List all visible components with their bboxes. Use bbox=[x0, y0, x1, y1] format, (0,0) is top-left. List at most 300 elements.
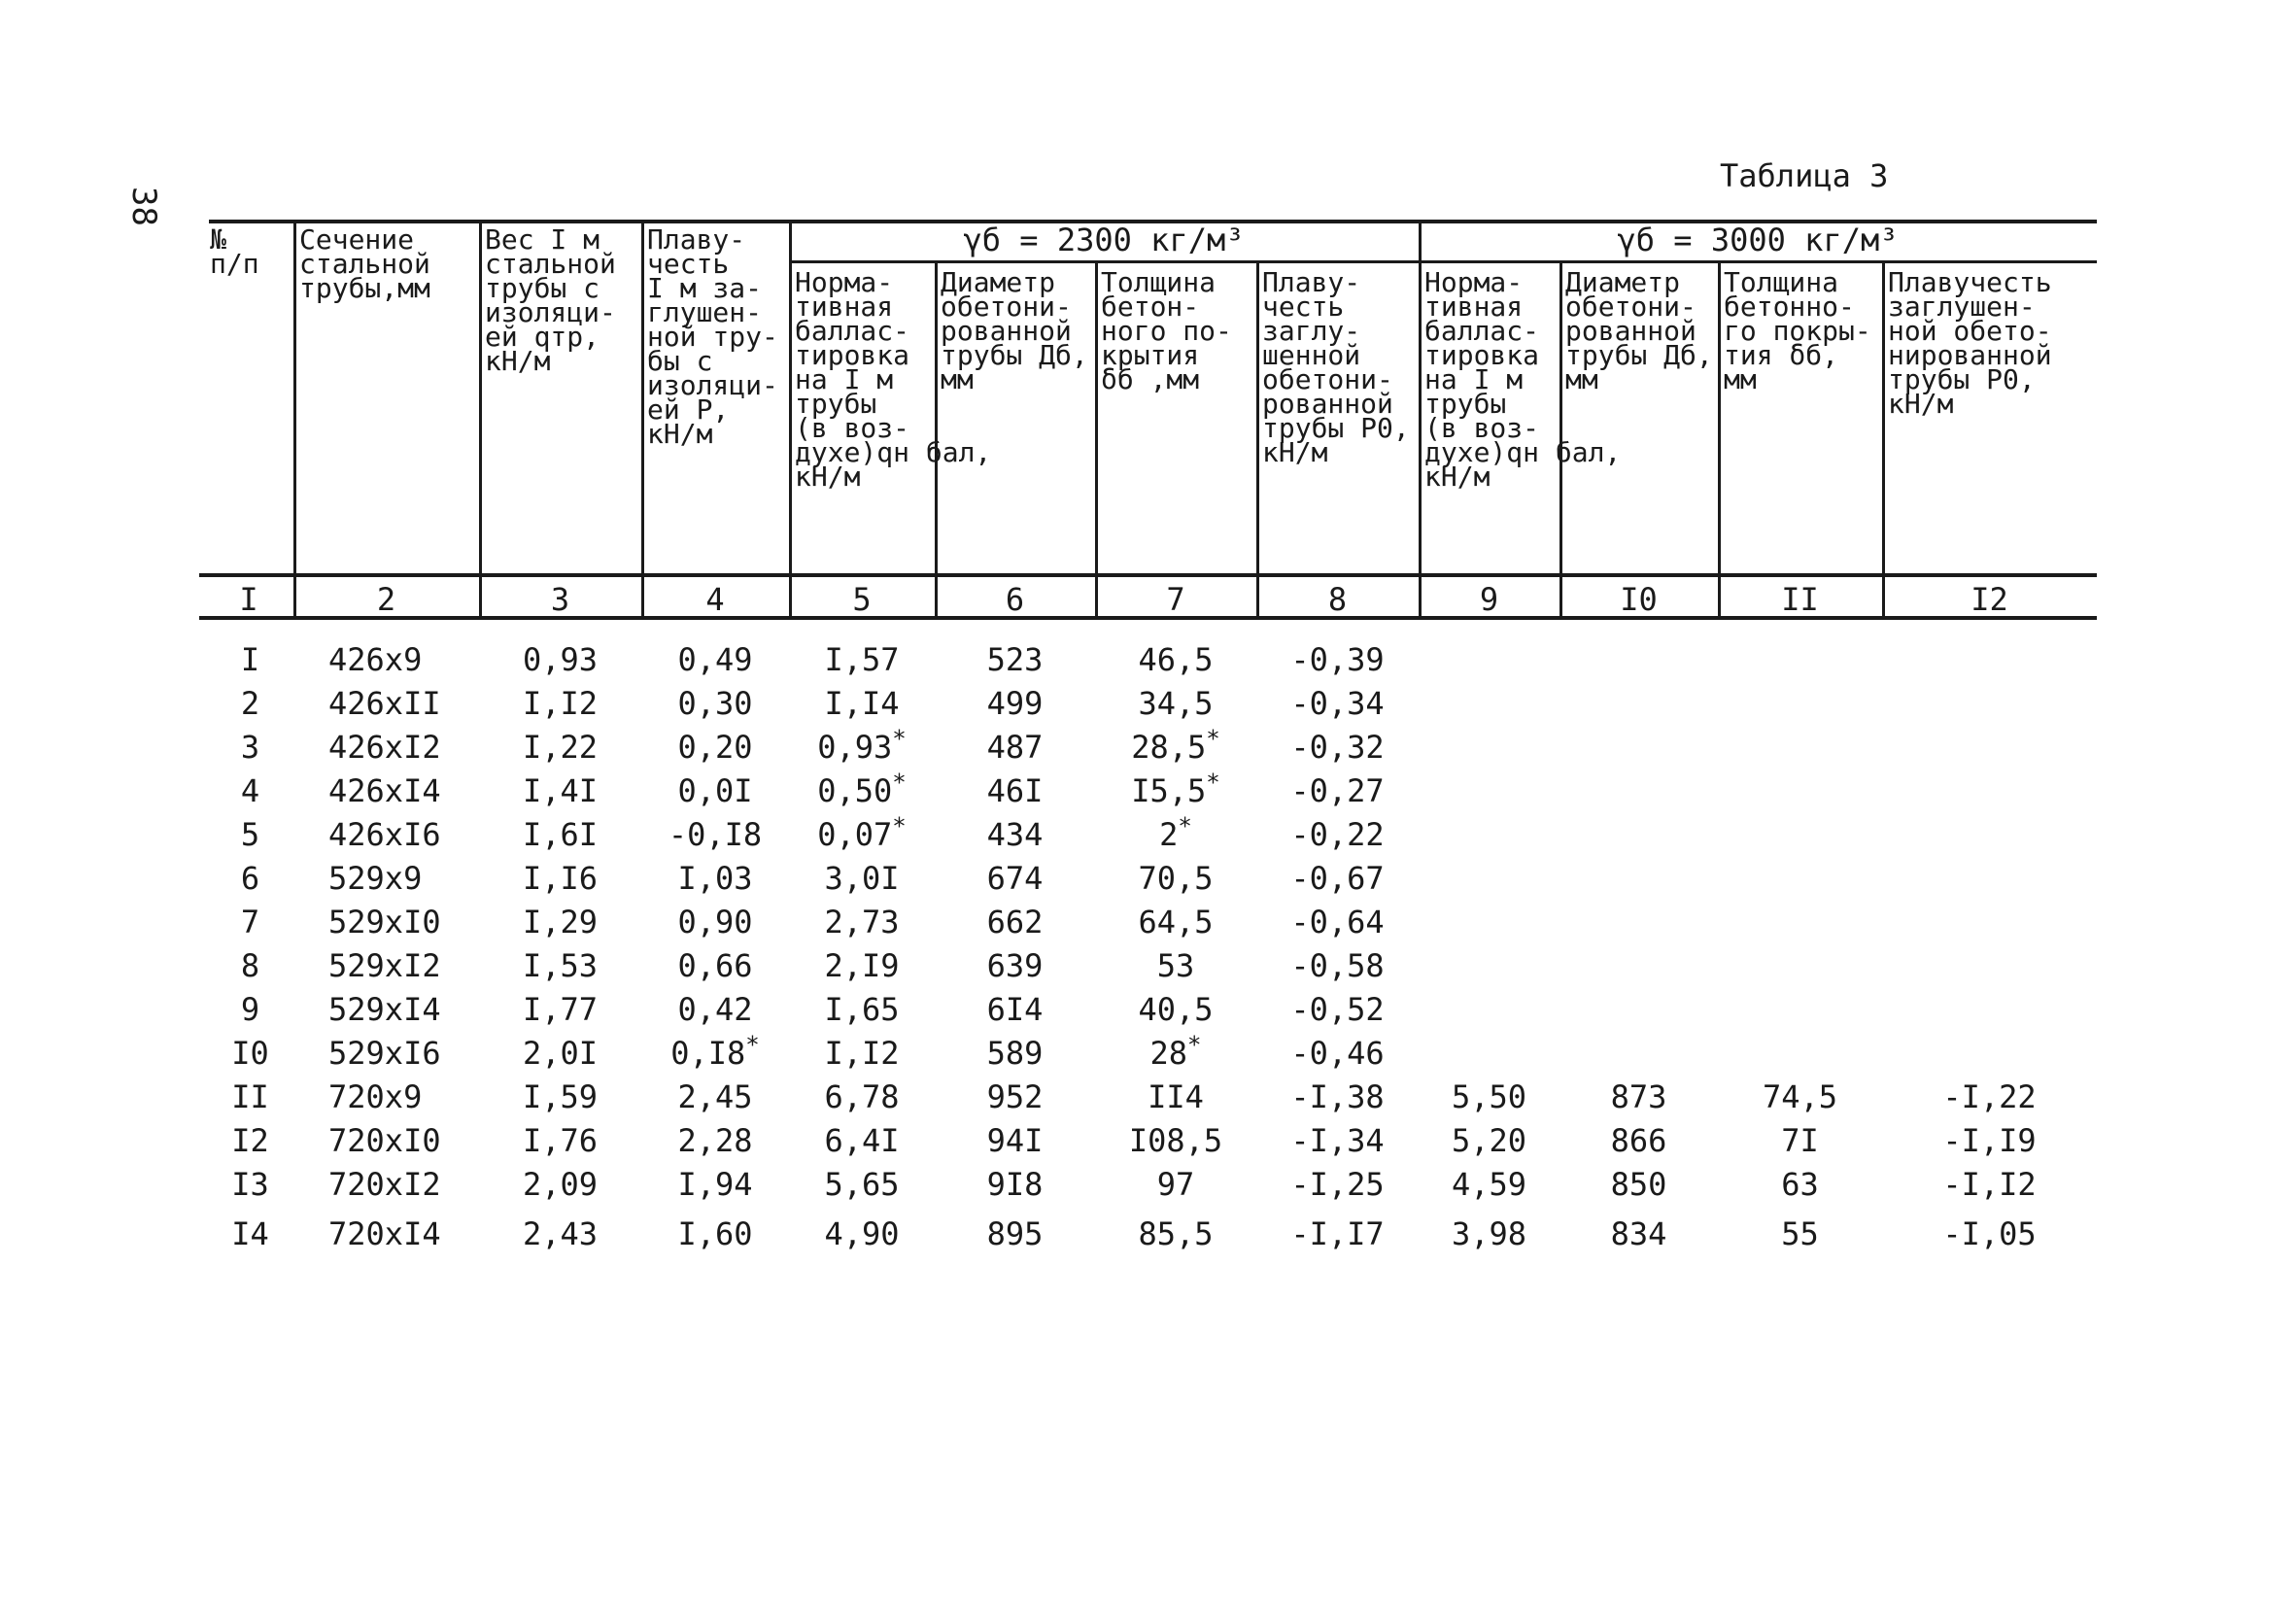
pipe-section-value: 529xI2 bbox=[328, 947, 441, 984]
coating-thickness-2300-value: 70,5 bbox=[1138, 860, 1214, 897]
ballast-load-2300-cell bbox=[789, 991, 935, 1028]
ballast-load-3000-cell bbox=[1419, 1215, 1559, 1252]
coated-buoyancy-2300-cell bbox=[1256, 991, 1419, 1028]
ballast-load-2300-value: 2,I9 bbox=[824, 947, 900, 984]
coated-buoyancy-2300-value: -0,39 bbox=[1290, 641, 1385, 678]
ballast-load-3000-cell bbox=[1419, 1166, 1559, 1203]
row-number-value: 6 bbox=[240, 860, 260, 897]
pipe-buoyancy-cell bbox=[641, 1166, 789, 1203]
pipe-weight-value: I,77 bbox=[522, 991, 599, 1028]
column-header-5: Норма- тивная баллас- тировка на I м трубы (в воз- духе)qн бал, кН/м bbox=[795, 266, 992, 493]
row-number-cell bbox=[204, 816, 296, 853]
coated-buoyancy-2300-value: -0,52 bbox=[1290, 991, 1385, 1028]
concrete-diameter-3000-value: 873 bbox=[1610, 1078, 1667, 1115]
coated-buoyancy-2300-value: -0,58 bbox=[1290, 947, 1385, 984]
column-header-4: Плаву- честь I м за- глушен- ной тру- бы с изоляци- ей Р, кН/м bbox=[647, 223, 778, 450]
row-number-cell bbox=[204, 904, 296, 940]
column-header-11: Толщина бетонно- го покры- тия δб, мм bbox=[1724, 266, 1871, 395]
pipe-buoyancy-cell bbox=[641, 860, 789, 897]
concrete-diameter-3000-cell bbox=[1559, 1078, 1718, 1115]
pipe-buoyancy-cell bbox=[641, 1215, 789, 1252]
concrete-diameter-2300-value: 639 bbox=[986, 947, 1044, 984]
pipe-section-value: 426xII bbox=[328, 685, 441, 722]
coating-thickness-2300-cell bbox=[1095, 1215, 1256, 1252]
footnote-asterisk: * bbox=[1206, 725, 1220, 753]
coating-thickness-3000-value: 7I bbox=[1781, 1122, 1819, 1159]
coated-buoyancy-2300-cell bbox=[1256, 641, 1419, 678]
coated-buoyancy-2300-value: -0,22 bbox=[1290, 816, 1385, 853]
column-header-7: Толщина бетон- ного по- крытия δб ,мм bbox=[1101, 266, 1232, 395]
pipe-section-value: 529xI4 bbox=[328, 991, 441, 1028]
column-number-1: I bbox=[239, 581, 258, 618]
coating-thickness-3000-value: 55 bbox=[1781, 1215, 1819, 1252]
coated-buoyancy-2300-value: -I,34 bbox=[1290, 1122, 1385, 1159]
coated-buoyancy-3000-value: -I,I2 bbox=[1942, 1166, 2037, 1203]
coating-thickness-2300-value: 85,5 bbox=[1138, 1215, 1214, 1252]
pipe-weight-value: 2,43 bbox=[522, 1215, 599, 1252]
pipe-weight-value: I,4I bbox=[522, 772, 599, 809]
coating-thickness-2300-cell bbox=[1095, 725, 1256, 766]
column-header-9: Норма- тивная баллас- тировка на I м трубы (в воз- духе)qн бал, кН/м bbox=[1424, 266, 1622, 493]
coating-thickness-2300-value: 34,5 bbox=[1138, 685, 1214, 722]
column-header-10: Диаметр обетони- рованной трубы Дб, мм bbox=[1565, 266, 1713, 395]
coated-buoyancy-2300-cell bbox=[1256, 1035, 1419, 1072]
column-header-6: Диаметр обетони- рованной трубы Дб, мм bbox=[941, 266, 1088, 395]
pipe-buoyancy-cell bbox=[641, 641, 789, 678]
pipe-weight-value: 2,0I bbox=[522, 1035, 599, 1072]
row-number-value: 9 bbox=[240, 991, 260, 1028]
pipe-weight-value: 0,93 bbox=[522, 641, 599, 678]
ballast-load-3000-value: 5,20 bbox=[1451, 1122, 1527, 1159]
pipe-weight-cell bbox=[479, 729, 641, 766]
pipe-weight-value: I,I2 bbox=[522, 685, 599, 722]
coating-thickness-2300-value: 28 bbox=[1149, 1035, 1188, 1072]
concrete-diameter-2300-value: 674 bbox=[986, 860, 1044, 897]
coated-buoyancy-2300-cell bbox=[1256, 1122, 1419, 1159]
pipe-weight-cell bbox=[479, 904, 641, 940]
coated-buoyancy-2300-cell bbox=[1256, 1166, 1419, 1203]
pipe-buoyancy-value: 0,49 bbox=[677, 641, 753, 678]
coated-buoyancy-3000-cell bbox=[1882, 1078, 2097, 1115]
coating-thickness-2300-cell bbox=[1095, 641, 1256, 678]
ballast-load-2300-value: 0,93 bbox=[817, 729, 893, 766]
coating-thickness-2300-value: 97 bbox=[1156, 1166, 1195, 1203]
ballast-load-2300-value: 0,50 bbox=[817, 772, 893, 809]
coating-thickness-3000-cell bbox=[1718, 1215, 1882, 1252]
group-header-density-3000: γб = 3000 кг/м³ bbox=[1617, 222, 1899, 258]
pipe-buoyancy-value: -0,I8 bbox=[668, 816, 763, 853]
column-number-2: 2 bbox=[376, 581, 396, 618]
ballast-load-2300-cell bbox=[789, 860, 935, 897]
ballast-load-2300-value: 2,73 bbox=[824, 904, 900, 940]
coated-buoyancy-2300-value: -0,46 bbox=[1290, 1035, 1385, 1072]
ballast-load-2300-cell bbox=[789, 1035, 935, 1072]
column-number-11: II bbox=[1781, 581, 1819, 618]
coating-thickness-2300-cell bbox=[1095, 769, 1256, 809]
pipe-buoyancy-value: 0,90 bbox=[677, 904, 753, 940]
ballast-load-2300-value: I,I4 bbox=[824, 685, 900, 722]
pipe-weight-cell bbox=[479, 1215, 641, 1252]
concrete-diameter-2300-cell bbox=[935, 816, 1095, 853]
concrete-diameter-2300-cell bbox=[935, 904, 1095, 940]
column-header-12: Плавучесть заглушен- ной обето- нированной трубы Р0, кН/м bbox=[1888, 266, 2052, 420]
pipe-buoyancy-value: I,94 bbox=[677, 1166, 753, 1203]
footnote-asterisk: * bbox=[892, 725, 907, 753]
pipe-section-cell bbox=[328, 772, 474, 809]
pipe-section-value: 720xI2 bbox=[328, 1166, 441, 1203]
coated-buoyancy-2300-cell bbox=[1256, 1215, 1419, 1252]
pipe-section-cell bbox=[328, 860, 474, 897]
pipe-weight-value: I,53 bbox=[522, 947, 599, 984]
row-number-cell bbox=[204, 1215, 296, 1252]
ballast-load-2300-cell bbox=[789, 904, 935, 940]
column-number-12: I2 bbox=[1970, 581, 2008, 618]
coating-thickness-3000-cell bbox=[1718, 1166, 1882, 1203]
ballast-load-2300-value: I,65 bbox=[824, 991, 900, 1028]
pipe-section-cell bbox=[328, 1122, 474, 1159]
ballast-load-2300-value: I,57 bbox=[824, 641, 900, 678]
row-number-cell bbox=[204, 991, 296, 1028]
concrete-diameter-3000-cell bbox=[1559, 1166, 1718, 1203]
column-header-2: Сечение стальной трубы,мм bbox=[299, 223, 430, 304]
pipe-section-value: 426xI6 bbox=[328, 816, 441, 853]
ballast-load-2300-value: 0,07 bbox=[817, 816, 893, 853]
pipe-buoyancy-cell bbox=[641, 816, 789, 853]
row-number-cell bbox=[204, 947, 296, 984]
pipe-section-value: 720x9 bbox=[328, 1078, 423, 1115]
ballast-load-2300-value: 3,0I bbox=[824, 860, 900, 897]
pipe-weight-cell bbox=[479, 772, 641, 809]
coating-thickness-2300-value: 53 bbox=[1156, 947, 1195, 984]
column-divider bbox=[1095, 260, 1098, 616]
concrete-diameter-2300-cell bbox=[935, 641, 1095, 678]
coating-thickness-2300-value: 40,5 bbox=[1138, 991, 1214, 1028]
pipe-buoyancy-value: 2,28 bbox=[677, 1122, 753, 1159]
coated-buoyancy-2300-cell bbox=[1256, 947, 1419, 984]
ballast-load-2300-cell bbox=[789, 1122, 935, 1159]
concrete-diameter-3000-cell bbox=[1559, 1122, 1718, 1159]
pipe-section-cell bbox=[328, 816, 474, 853]
coated-buoyancy-3000-cell bbox=[1882, 1166, 2097, 1203]
concrete-diameter-3000-cell bbox=[1559, 1215, 1718, 1252]
coating-thickness-3000-cell bbox=[1718, 1122, 1882, 1159]
row-number-value: I2 bbox=[231, 1122, 269, 1159]
pipe-section-value: 529xI0 bbox=[328, 904, 441, 940]
pipe-buoyancy-value: 0,I8 bbox=[670, 1035, 746, 1072]
pipe-weight-cell bbox=[479, 991, 641, 1028]
pipe-buoyancy-value: 0,42 bbox=[677, 991, 753, 1028]
concrete-diameter-3000-value: 834 bbox=[1610, 1215, 1667, 1252]
ballast-load-3000-cell bbox=[1419, 1078, 1559, 1115]
concrete-diameter-2300-value: 46I bbox=[986, 772, 1044, 809]
pipe-weight-cell bbox=[479, 860, 641, 897]
coated-buoyancy-2300-cell bbox=[1256, 772, 1419, 809]
column-number-5: 5 bbox=[852, 581, 872, 618]
row-number-value: 4 bbox=[240, 772, 260, 809]
coating-thickness-2300-cell bbox=[1095, 860, 1256, 897]
concrete-diameter-2300-cell bbox=[935, 947, 1095, 984]
row-number-value: 3 bbox=[240, 729, 260, 766]
ballast-load-2300-cell bbox=[789, 1215, 935, 1252]
pipe-buoyancy-cell bbox=[641, 772, 789, 809]
concrete-diameter-2300-cell bbox=[935, 685, 1095, 722]
pipe-section-cell bbox=[328, 947, 474, 984]
ballast-load-2300-value: 4,90 bbox=[824, 1215, 900, 1252]
coated-buoyancy-2300-value: -0,27 bbox=[1290, 772, 1385, 809]
pipe-weight-value: I,76 bbox=[522, 1122, 599, 1159]
ballast-load-2300-cell bbox=[789, 725, 935, 766]
pipe-section-value: 529xI6 bbox=[328, 1035, 441, 1072]
group-header-density-2300: γб = 2300 кг/м³ bbox=[963, 222, 1245, 258]
column-number-7: 7 bbox=[1166, 581, 1185, 618]
row-number-value: I bbox=[240, 641, 260, 678]
concrete-diameter-2300-value: 9I8 bbox=[986, 1166, 1044, 1203]
coated-buoyancy-3000-value: -I,I9 bbox=[1942, 1122, 2037, 1159]
ballast-load-2300-cell bbox=[789, 1078, 935, 1115]
coated-buoyancy-3000-cell bbox=[1882, 1215, 2097, 1252]
row-number-cell bbox=[204, 1166, 296, 1203]
row-number-value: II bbox=[231, 1078, 269, 1115]
pipe-weight-cell bbox=[479, 1122, 641, 1159]
pipe-weight-value: I,6I bbox=[522, 816, 599, 853]
pipe-weight-value: 2,09 bbox=[522, 1166, 599, 1203]
column-number-9: 9 bbox=[1479, 581, 1499, 618]
coating-thickness-2300-value: 64,5 bbox=[1138, 904, 1214, 940]
concrete-diameter-2300-cell bbox=[935, 1078, 1095, 1115]
ballast-load-3000-cell bbox=[1419, 1122, 1559, 1159]
concrete-diameter-3000-value: 850 bbox=[1610, 1166, 1667, 1203]
row-number-cell bbox=[204, 1078, 296, 1115]
coated-buoyancy-2300-value: -0,67 bbox=[1290, 860, 1385, 897]
pipe-section-value: 529x9 bbox=[328, 860, 423, 897]
footnote-asterisk: * bbox=[1187, 1031, 1202, 1059]
coating-thickness-2300-cell bbox=[1095, 904, 1256, 940]
pipe-buoyancy-cell bbox=[641, 904, 789, 940]
coated-buoyancy-3000-value: -I,05 bbox=[1942, 1215, 2037, 1252]
coating-thickness-2300-cell bbox=[1095, 1031, 1256, 1072]
coating-thickness-2300-value: I08,5 bbox=[1128, 1122, 1223, 1159]
pipe-section-cell bbox=[328, 641, 474, 678]
column-divider bbox=[789, 220, 792, 616]
concrete-diameter-2300-value: 523 bbox=[986, 641, 1044, 678]
pipe-weight-cell bbox=[479, 641, 641, 678]
concrete-diameter-2300-value: 434 bbox=[986, 816, 1044, 853]
row-number-value: I0 bbox=[231, 1035, 269, 1072]
page-number: 38 bbox=[124, 187, 163, 226]
column-divider bbox=[1718, 260, 1721, 616]
pipe-section-cell bbox=[328, 729, 474, 766]
concrete-diameter-2300-cell bbox=[935, 729, 1095, 766]
row-number-value: I3 bbox=[231, 1166, 269, 1203]
concrete-diameter-3000-value: 866 bbox=[1610, 1122, 1667, 1159]
coating-thickness-2300-cell bbox=[1095, 947, 1256, 984]
ballast-load-2300-value: 5,65 bbox=[824, 1166, 900, 1203]
concrete-diameter-2300-cell bbox=[935, 772, 1095, 809]
column-divider bbox=[1256, 260, 1259, 616]
pipe-section-cell bbox=[328, 1078, 474, 1115]
concrete-diameter-2300-value: 895 bbox=[986, 1215, 1044, 1252]
pipe-section-cell bbox=[328, 991, 474, 1028]
row-number-cell bbox=[204, 1122, 296, 1159]
coating-thickness-2300-cell bbox=[1095, 1166, 1256, 1203]
ballast-load-2300-cell bbox=[789, 769, 935, 809]
coated-buoyancy-2300-cell bbox=[1256, 860, 1419, 897]
pipe-buoyancy-value: 0,66 bbox=[677, 947, 753, 984]
footnote-asterisk: * bbox=[745, 1031, 760, 1059]
row-number-cell bbox=[204, 860, 296, 897]
column-number-8: 8 bbox=[1327, 581, 1348, 618]
ballast-load-2300-cell bbox=[789, 685, 935, 722]
pipe-weight-cell bbox=[479, 816, 641, 853]
pipe-section-value: 720xI4 bbox=[328, 1215, 441, 1252]
concrete-diameter-2300-value: 487 bbox=[986, 729, 1044, 766]
pipe-weight-cell bbox=[479, 1166, 641, 1203]
row-number-cell bbox=[204, 772, 296, 809]
pipe-buoyancy-cell bbox=[641, 1078, 789, 1115]
coating-thickness-2300-cell bbox=[1095, 685, 1256, 722]
footnote-asterisk: * bbox=[1206, 769, 1220, 797]
pipe-section-cell bbox=[328, 1215, 474, 1252]
pipe-buoyancy-value: 0,20 bbox=[677, 729, 753, 766]
coating-thickness-2300-value: I5,5 bbox=[1131, 772, 1207, 809]
concrete-diameter-2300-cell bbox=[935, 1215, 1095, 1252]
concrete-diameter-2300-value: 94I bbox=[986, 1122, 1044, 1159]
pipe-section-cell bbox=[328, 685, 474, 722]
coating-thickness-2300-cell bbox=[1095, 1122, 1256, 1159]
coated-buoyancy-2300-cell bbox=[1256, 729, 1419, 766]
table-caption: Таблица 3 bbox=[1720, 157, 1889, 194]
ballast-load-2300-cell bbox=[789, 812, 935, 853]
coated-buoyancy-2300-value: -0,34 bbox=[1290, 685, 1385, 722]
column-number-4: 4 bbox=[705, 581, 725, 618]
ballast-load-2300-cell bbox=[789, 947, 935, 984]
footnote-asterisk: * bbox=[1178, 812, 1192, 840]
footnote-asterisk: * bbox=[892, 769, 907, 797]
footnote-asterisk: * bbox=[892, 812, 907, 840]
row-number-cell bbox=[204, 641, 296, 678]
coated-buoyancy-2300-cell bbox=[1256, 816, 1419, 853]
row-number-value: 7 bbox=[240, 904, 260, 940]
coated-buoyancy-2300-value: -I,38 bbox=[1290, 1078, 1385, 1115]
pipe-section-cell bbox=[328, 1166, 474, 1203]
coated-buoyancy-2300-value: -0,64 bbox=[1290, 904, 1385, 940]
coating-thickness-3000-cell bbox=[1718, 1078, 1882, 1115]
concrete-diameter-2300-cell bbox=[935, 860, 1095, 897]
pipe-buoyancy-cell bbox=[641, 1031, 789, 1072]
concrete-diameter-2300-value: 6I4 bbox=[986, 991, 1044, 1028]
concrete-diameter-2300-cell bbox=[935, 1166, 1095, 1203]
pipe-buoyancy-cell bbox=[641, 685, 789, 722]
coating-thickness-3000-value: 63 bbox=[1781, 1166, 1819, 1203]
row-number-value: 8 bbox=[240, 947, 260, 984]
column-number-10: I0 bbox=[1620, 581, 1658, 618]
column-header-3: Вес I м стальной трубы с изоляци- ей qтр, кН/м bbox=[485, 223, 616, 377]
row-number-cell bbox=[204, 1035, 296, 1072]
coated-buoyancy-2300-cell bbox=[1256, 904, 1419, 940]
concrete-diameter-2300-value: 589 bbox=[986, 1035, 1044, 1072]
pipe-buoyancy-cell bbox=[641, 991, 789, 1028]
coating-thickness-2300-cell bbox=[1095, 1078, 1256, 1115]
ballast-load-3000-value: 4,59 bbox=[1451, 1166, 1527, 1203]
column-divider bbox=[1882, 260, 1885, 616]
coated-buoyancy-2300-cell bbox=[1256, 685, 1419, 722]
pipe-section-cell bbox=[328, 904, 474, 940]
column-number-6: 6 bbox=[1005, 581, 1025, 618]
ballast-load-2300-cell bbox=[789, 641, 935, 678]
pipe-weight-value: I,22 bbox=[522, 729, 599, 766]
row-number-cell bbox=[204, 685, 296, 722]
coating-thickness-2300-cell bbox=[1095, 991, 1256, 1028]
pipe-buoyancy-value: 0,30 bbox=[677, 685, 753, 722]
pipe-weight-value: I,29 bbox=[522, 904, 599, 940]
concrete-diameter-2300-value: 662 bbox=[986, 904, 1044, 940]
coating-thickness-2300-value: II4 bbox=[1148, 1078, 1204, 1115]
pipe-buoyancy-value: I,60 bbox=[677, 1215, 753, 1252]
column-header-1: № п/п bbox=[210, 223, 259, 280]
coated-buoyancy-2300-cell bbox=[1256, 1078, 1419, 1115]
ballast-load-2300-value: I,I2 bbox=[824, 1035, 900, 1072]
coated-buoyancy-3000-cell bbox=[1882, 1122, 2097, 1159]
row-number-cell bbox=[204, 729, 296, 766]
ballast-load-3000-value: 3,98 bbox=[1451, 1215, 1527, 1252]
concrete-diameter-2300-value: 499 bbox=[986, 685, 1044, 722]
concrete-diameter-2300-cell bbox=[935, 1035, 1095, 1072]
pipe-buoyancy-cell bbox=[641, 729, 789, 766]
pipe-section-value: 426x9 bbox=[328, 641, 423, 678]
group-header-rule bbox=[789, 260, 2097, 263]
column-divider bbox=[479, 220, 482, 616]
row-number-value: 2 bbox=[240, 685, 260, 722]
row-number-value: 5 bbox=[240, 816, 260, 853]
pipe-buoyancy-cell bbox=[641, 947, 789, 984]
coated-buoyancy-2300-value: -I,I7 bbox=[1290, 1215, 1385, 1252]
coating-thickness-3000-value: 74,5 bbox=[1762, 1078, 1838, 1115]
coated-buoyancy-2300-value: -0,32 bbox=[1290, 729, 1385, 766]
coating-thickness-2300-value: 2 bbox=[1159, 816, 1179, 853]
pipe-buoyancy-value: 2,45 bbox=[677, 1078, 753, 1115]
coated-buoyancy-2300-value: -I,25 bbox=[1290, 1166, 1385, 1203]
column-divider bbox=[641, 220, 644, 616]
coating-thickness-2300-value: 46,5 bbox=[1138, 641, 1214, 678]
ballast-load-3000-value: 5,50 bbox=[1451, 1078, 1527, 1115]
pipe-weight-value: I,59 bbox=[522, 1078, 599, 1115]
concrete-diameter-2300-cell bbox=[935, 991, 1095, 1028]
coated-buoyancy-3000-value: -I,22 bbox=[1942, 1078, 2037, 1115]
column-number-3: 3 bbox=[550, 581, 570, 618]
ballast-load-2300-value: 6,78 bbox=[824, 1078, 900, 1115]
pipe-section-cell bbox=[328, 1035, 474, 1072]
pipe-section-value: 720xI0 bbox=[328, 1122, 441, 1159]
concrete-diameter-2300-cell bbox=[935, 1122, 1095, 1159]
coating-thickness-2300-cell bbox=[1095, 812, 1256, 853]
group-divider bbox=[1419, 220, 1422, 616]
pipe-weight-value: I,I6 bbox=[522, 860, 599, 897]
pipe-weight-cell bbox=[479, 947, 641, 984]
concrete-diameter-2300-value: 952 bbox=[986, 1078, 1044, 1115]
ballast-load-2300-value: 6,4I bbox=[824, 1122, 900, 1159]
column-header-8: Плаву- честь заглу- шенной обетони- рованной трубы Р0, кН/м bbox=[1262, 266, 1410, 468]
ballast-load-2300-cell bbox=[789, 1166, 935, 1203]
pipe-buoyancy-value: I,03 bbox=[677, 860, 753, 897]
pipe-section-value: 426xI4 bbox=[328, 772, 441, 809]
pipe-buoyancy-cell bbox=[641, 1122, 789, 1159]
pipe-weight-cell bbox=[479, 1078, 641, 1115]
header-bottom-rule bbox=[199, 573, 2097, 577]
row-number-value: I4 bbox=[231, 1215, 269, 1252]
pipe-section-value: 426xI2 bbox=[328, 729, 441, 766]
pipe-weight-cell bbox=[479, 1035, 641, 1072]
pipe-weight-cell bbox=[479, 685, 641, 722]
